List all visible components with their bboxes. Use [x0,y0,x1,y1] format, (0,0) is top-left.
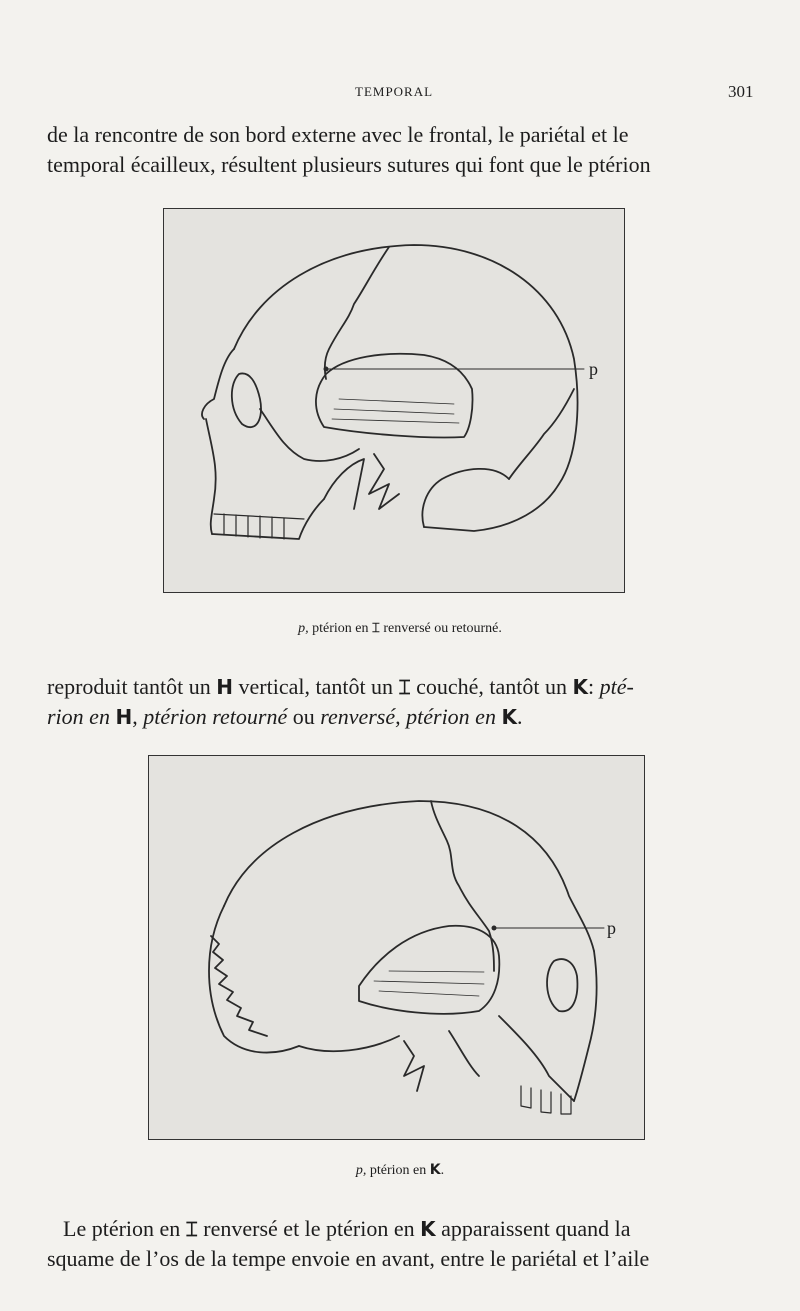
paragraph-top [47,120,753,180]
text-span: Le ptérion en [63,1216,181,1241]
caption-variable: p, [355,1163,367,1178]
text-span-italic: ptérion retourné [143,704,288,729]
letter-h-symbol: H [115,705,133,729]
skull-drawing-1 [164,209,624,592]
paragraph-middle [47,672,753,732]
caption-suffix: . [440,1163,445,1178]
pterion-label: p [589,359,598,379]
caption-symbol: K [429,1162,441,1178]
pterion-label: p [607,918,616,938]
text-span: vertical, tantôt un [238,674,394,699]
text-span: , [132,704,138,729]
text-line [47,702,753,732]
i-beam-symbol: ⌶ [185,1217,198,1241]
figure-caption-1 [0,621,800,637]
letter-k-symbol: K [420,1217,436,1241]
text-span: ou [292,704,315,729]
text-span-italic: rion en [47,704,110,729]
running-title: TEMPORAL [355,84,434,99]
page-number: 301 [728,82,754,101]
text-line: de la rencontre de son bord externe avec le frontal, le pariétal et le [47,122,629,147]
text-span: : [587,674,595,699]
text-line [47,672,753,702]
text-span: reproduit tantôt un [47,674,211,699]
i-beam-symbol: ⌶ [398,675,411,699]
text-line: temporal écailleux, résultent plusieurs sutures qui font que le ptérion [47,152,651,177]
text-span-italic: renversé, ptérion en [320,704,496,729]
skull-drawing-2 [149,756,644,1139]
skull-illustration-left-facing [163,208,625,593]
skull-illustration-right-facing [148,755,645,1140]
caption-suffix: renversé ou retourné. [383,621,502,636]
text-line [47,1214,753,1244]
paragraph-bottom [47,1214,753,1274]
text-span: renversé et le ptérion en [203,1216,415,1241]
text-span-italic: pté- [599,674,634,699]
caption-text: ptérion en [312,621,369,636]
caption-variable: p, [298,621,309,636]
letter-k-symbol: K [572,675,588,699]
figure-caption-2 [0,1162,800,1179]
caption-text: ptérion en [369,1163,427,1178]
text-span: apparaissent quand la [441,1216,631,1241]
caption-symbol: ⌶ [372,621,380,636]
letter-k-symbol: K [501,705,517,729]
text-span: . [516,704,523,729]
text-line: squame de l’os de la tempe envoie en avant, entre le pariétal et l’aile [47,1246,650,1271]
letter-h-symbol: H [216,675,233,699]
text-span: couché, tantôt un [416,674,567,699]
running-head [0,84,800,104]
